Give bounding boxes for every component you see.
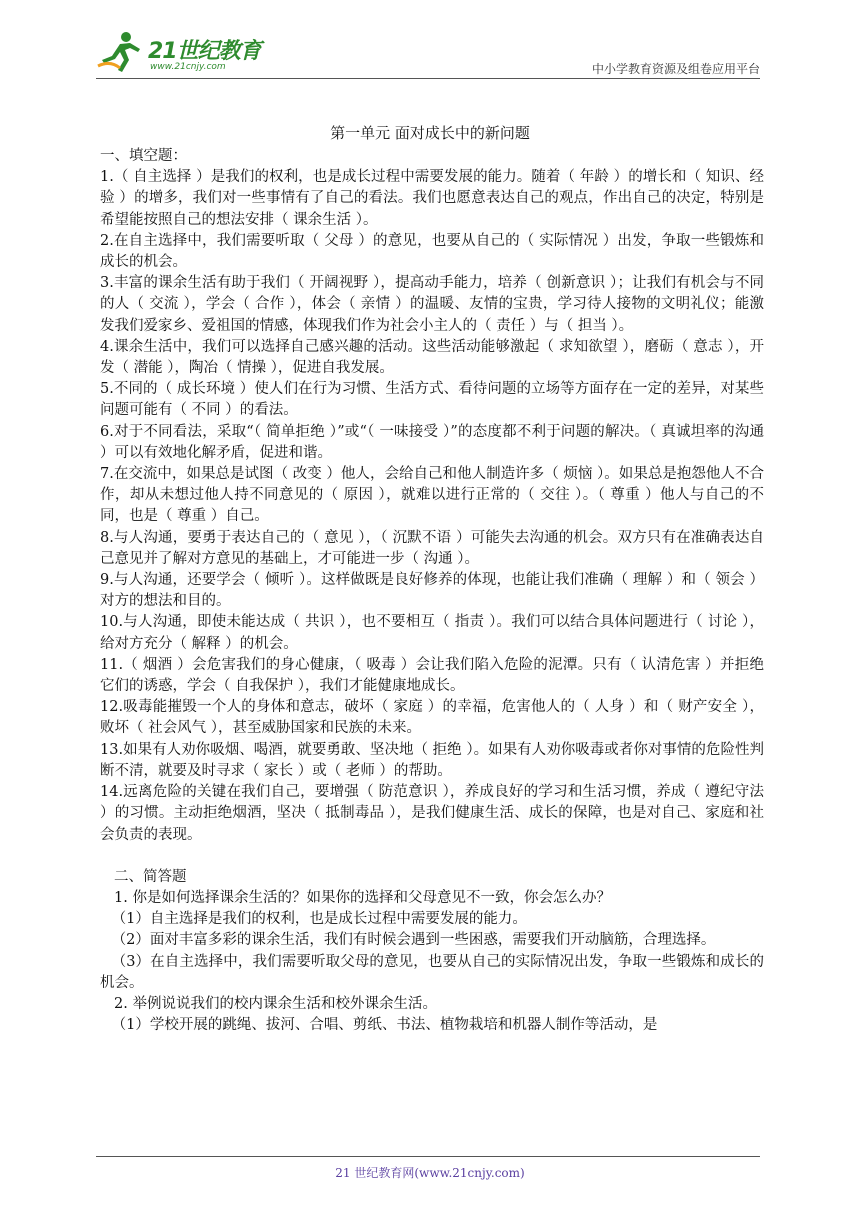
q1-answer-3: （3）在自主选择中，我们需要听取父母的意见，也要从自己的实际情况出发，争取一些锻炼和成长的机会。 — [100, 953, 764, 991]
logo-text: 21世纪教育 — [148, 39, 261, 64]
platform-name: 中小学教育资源及组卷应用平台 — [591, 62, 760, 76]
runner-logo-icon — [96, 30, 146, 74]
q2-answer-1: （1）学校开展的跳绳、拔河、合唱、剪纸、书法、植物栽培和机器人制作等活动，是 — [111, 1017, 658, 1034]
fill-item-10: 10.与人沟通，即使未能达成（ 共识 ），也不要相互（ 指责 ）。我们可以结合具体问题进行（ 讨论 ），给对方充分（ 解释 ）的机会。 — [100, 614, 764, 652]
document-body — [100, 146, 764, 1036]
fill-item-12: 12.吸毒能摧毁一个人的身体和意志，破坏（ 家庭 ）的幸福，危害他人的（ 人身 ）和（ 财产安全 ），败坏（ 社会风气 ），甚至威胁国家和民族的未来。 — [100, 699, 764, 737]
fill-item-1: 1.（ 自主选择 ）是我们的权利，也是成长过程中需要发展的能力。随着（ 年龄 ）的增长和（ 知识、经验 ）的增多，我们对一些事情有了自己的看法。我们也愿意表达自己的观点，作出自己的决定，特别是希望能按照自己的想法安排（ 课余生活 ）。 — [100, 169, 764, 228]
fill-item-8: 8.与人沟通，要勇于表达自己的（ 意见 ），（ 沉默不语 ）可能失去沟通的机会。双方只有在准确表达自己意见并了解对方意见的基础上，才可能进一步（ 沟通 ）。 — [100, 529, 764, 567]
fill-item-2: 2.在自主选择中，我们需要听取（ 父母 ）的意见，也要从自己的（ 实际情况 ）出发，争取一些锻炼和成长的机会。 — [100, 232, 764, 271]
fill-item-11: 11.（ 烟酒 ）会危害我们的身心健康，（ 吸毒 ）会让我们陷入危险的泥潭。只有（ 认清危害 ）并拒绝它们的诱惑，学会（ 自我保护 ），我们才能健康地成长。 — [100, 656, 764, 695]
q1-answer-2: （2）面对丰富多彩的课余生活，我们有时候会遇到一些困惑，需要我们开动脑筋，合理选择。 — [111, 932, 716, 949]
header-divider — [96, 78, 760, 79]
fill-item-3: 3.丰富的课余生活有助于我们（ 开阔视野 ），提高动手能力，培养（ 创新意识 ）；让我们有机会与不同的人（ 交流 ），学会（ 合作 ），体会（ 亲情 ）的温暖、友情的宝贵，学习待人接物的文明礼仪；能激发我们爱家乡、爱祖国的情感，体现我们作为社会小主人的（ 责任 ）与（ 担当 ）。 — [100, 275, 764, 334]
fill-item-13: 13.如果有人劝你吸烟、喝酒，就要勇敢、坚决地（ 拒绝 ）。如果有人劝你吸毒或者你对事情的危险性判断不清，就要及时寻求（ 家长 ）或（ 老师 ）的帮助。 — [100, 741, 764, 779]
section2-heading: 二、简答题 — [114, 868, 187, 885]
logo-url: www.21cnjy.com — [150, 62, 226, 72]
page-header — [96, 28, 760, 80]
fill-item-6: 6.对于不同看法，采取“（ 简单拒绝 ）”或“（ 一味接受 ）”的态度都不利于问题的解决。（ 真诚坦率的沟通 ）可以有效地化解矛盾，促进和谐。 — [100, 423, 764, 461]
fill-item-9: 9.与人沟通，还要学会（ 倾听 ）。这样做既是良好修养的体现，也能让我们准确（ 理解 ）和（ 领会 ）对方的想法和目的。 — [100, 572, 764, 610]
fill-item-5: 5.不同的（ 成长环境 ）使人们在行为习惯、生活方式、看待问题的立场等方面存在一定的差异，对某些问题可能有（ 不同 ）的看法。 — [100, 381, 764, 419]
page-title: 第一单元 面对成长中的新问题 — [330, 124, 530, 142]
fill-item-7: 7.在交流中，如果总是试图（ 改变 ）他人，会给自己和他人制造许多（ 烦恼 ）。如果总是抱怨他人不合作，却从未想过他人持不同意见的（ 原因 ），就难以进行正常的（ 交往 ）。（ 尊重 ）他人与自己的不同，也是（ 尊重 ）自己。 — [100, 466, 764, 525]
footer-divider — [96, 1156, 760, 1157]
section1-heading: 一、填空题： — [100, 148, 187, 164]
q1-answer-1: （1）自主选择是我们的权利，也是成长过程中需要发展的能力。 — [111, 911, 527, 928]
fill-item-14: 14.远离危险的关键在我们自己，要增强（ 防范意识 ），养成良好的学习和生活习惯，养成（ 遵纪守法 ）的习惯。主动拒绝烟酒，坚决（ 抵制毒品 ），是我们健康生活、成长的保障，也是对自己、家庭和社会负责的表现。 — [100, 784, 764, 843]
logo — [96, 28, 266, 76]
question-1: 1. 你是如何选择课余生活的？如果你的选择和父母意见不一致，你会怎么办？ — [114, 889, 611, 906]
question-2: 2. 举例说说我们的校内课余生活和校外课余生活。 — [114, 995, 437, 1012]
footer-text: 21 世纪教育网(www.21cnjy.com) — [335, 1166, 525, 1180]
fill-item-4: 4.课余生活中，我们可以选择自己感兴趣的活动。这些活动能够激起（ 求知欲望 ），磨砺（ 意志 ），开发（ 潜能 ），陶冶（ 情操 ），促进自我发展。 — [100, 338, 764, 377]
